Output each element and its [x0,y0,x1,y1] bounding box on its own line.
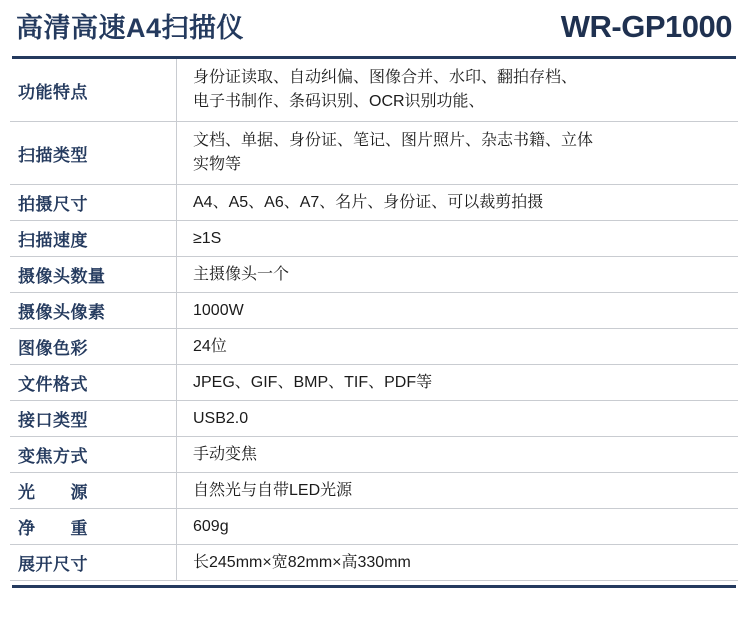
spec-value-line: 电子书制作、条码识别、OCR识别功能、 [193,93,485,111]
spec-label: 变焦方式 [10,437,177,473]
table-row [10,257,738,293]
table-row [10,329,738,365]
spec-label: 文件格式 [10,365,177,401]
spec-value [177,59,739,122]
spec-value-line: 实物等 [193,156,242,174]
spec-label: 接口类型 [10,401,177,437]
table-row [10,437,738,473]
table-row [10,365,738,401]
spec-value-line: 长245mm×宽82mm×高330mm [193,553,411,571]
table-row [10,509,738,545]
spec-value [177,473,739,509]
spec-value [177,401,739,437]
page-header [10,0,738,52]
spec-value-line: 609g [193,517,229,535]
table-row [10,59,738,122]
spec-label: 摄像头数量 [10,257,177,293]
spec-value [177,185,739,221]
table-row [10,293,738,329]
spec-value-line: JPEG、GIF、BMP、TIF、PDF等 [193,373,433,391]
spec-value-line: 手动变焦 [193,445,258,463]
spec-value-line: 主摄像头一个 [193,265,290,283]
spec-value [177,437,739,473]
spec-value-line: A4、A5、A6、A7、名片、身份证、可以裁剪拍摄 [193,193,544,211]
spec-label: 图像色彩 [10,329,177,365]
spec-label: 功能特点 [10,59,177,122]
spec-value [177,221,739,257]
table-row [10,185,738,221]
table-row [10,545,738,581]
spec-value [177,329,739,365]
spec-value-line: 身份证读取、自动纠偏、图像合并、水印、翻拍存档、 [193,69,578,87]
spec-value [177,122,739,185]
product-model: WR-GP1000 [560,9,732,44]
spec-value-line: 文档、单据、身份证、笔记、图片照片、杂志书籍、立体 [193,132,594,150]
spec-label: 展开尺寸 [10,545,177,581]
spec-label: 光 源 [10,473,177,509]
footer-divider [12,585,736,588]
spec-value [177,293,739,329]
table-row [10,401,738,437]
table-row [10,122,738,185]
spec-value-line: ≥1S [193,229,222,247]
spec-value-line: 1000W [193,301,244,319]
specifications-table-body [10,59,738,581]
table-row [10,473,738,509]
spec-label: 拍摄尺寸 [10,185,177,221]
spec-label: 扫描速度 [10,221,177,257]
spec-label: 扫描类型 [10,122,177,185]
spec-value [177,509,739,545]
spec-value-line: 自然光与自带LED光源 [193,481,353,499]
spec-label: 摄像头像素 [10,293,177,329]
spec-value-line: USB2.0 [193,409,249,427]
spec-value [177,365,739,401]
specifications-table [10,59,738,581]
spec-label: 净 重 [10,509,177,545]
spec-value-line: 24位 [193,337,227,355]
spec-value [177,257,739,293]
page-title: 高清高速A4扫描仪 [16,13,245,44]
spec-value [177,545,739,581]
table-row [10,221,738,257]
